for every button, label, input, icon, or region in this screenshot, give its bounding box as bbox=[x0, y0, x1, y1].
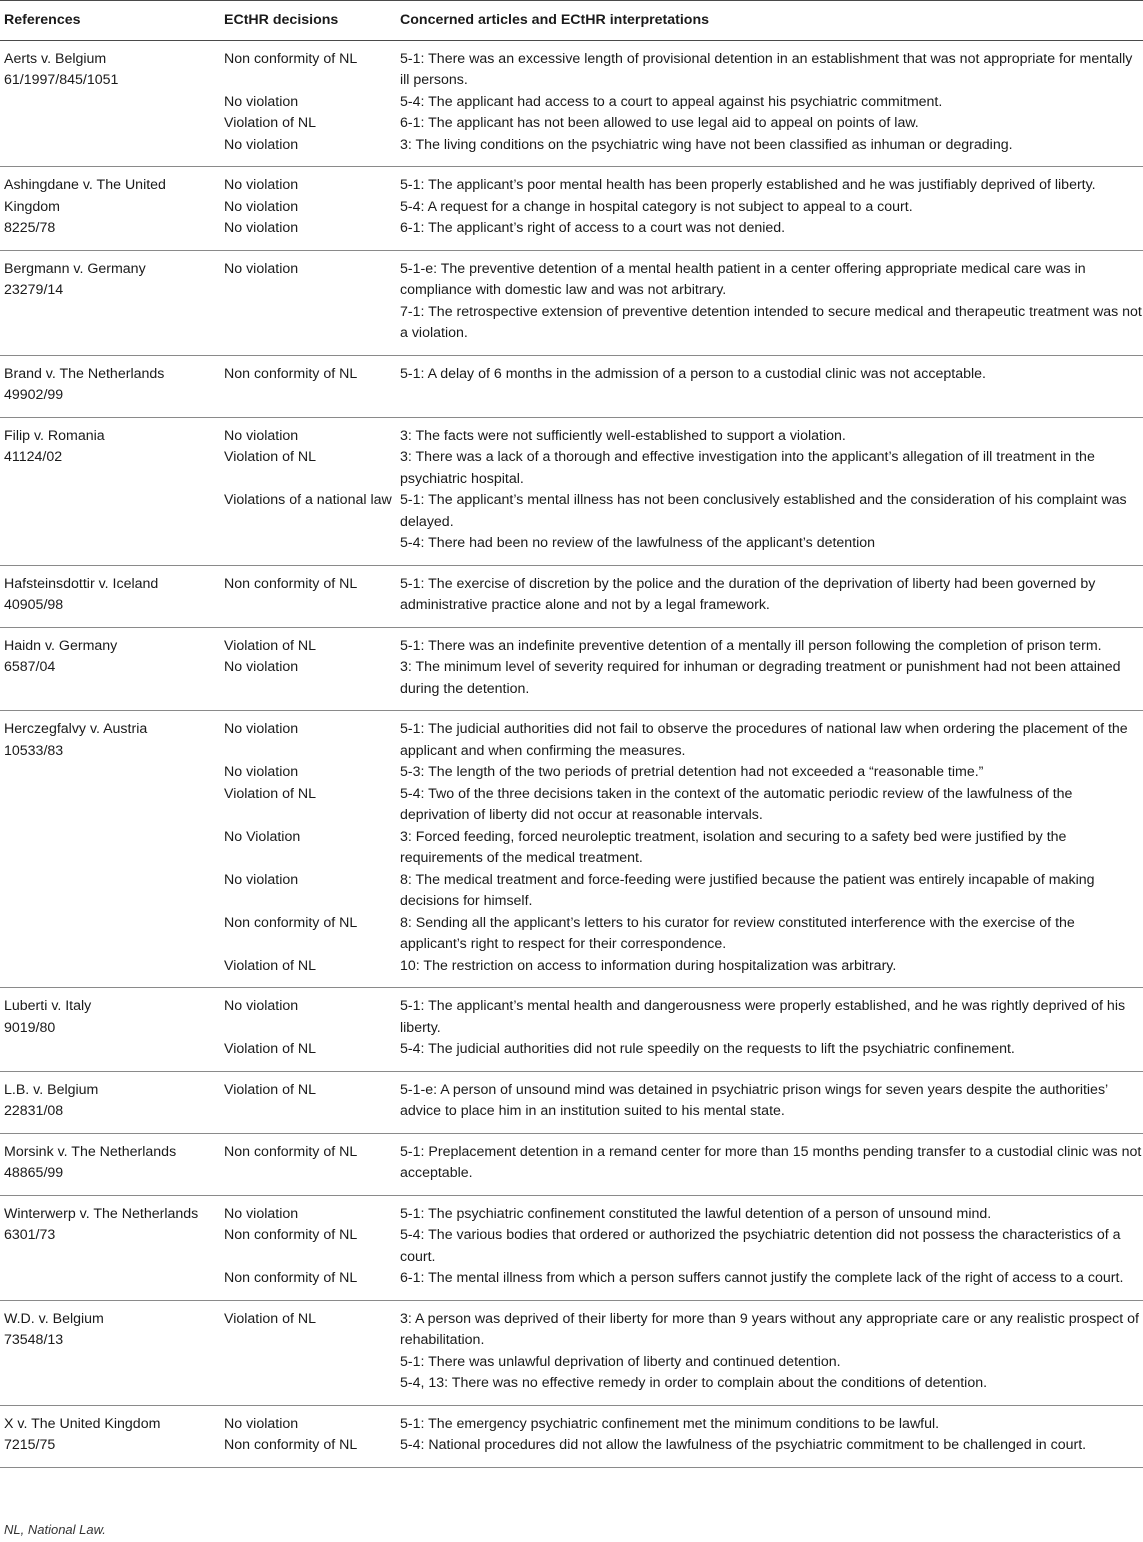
interpretation-text: 5-1: There was an indefinite preventive detention of a mentally ill person following the completion of prison term. bbox=[400, 637, 1102, 654]
decision-text: No Violation bbox=[224, 828, 301, 845]
decision-text bbox=[224, 302, 400, 345]
decision-text: Non conformity of NL bbox=[224, 1437, 358, 1453]
interpretation-text: 5-4: National procedures did not allow the lawfulness of the psychiatric commitment to be challenged in court. bbox=[400, 1437, 1087, 1453]
decision-text bbox=[224, 533, 400, 555]
decision-entry bbox=[224, 1225, 1143, 1268]
interpretation-text: 5-3: The length of the two periods of pretrial detention had not exceeded a “reasonable time.” bbox=[400, 764, 984, 780]
case-name: Herczegfalvy v. Austria bbox=[4, 721, 148, 737]
decision-text: Violation of NL bbox=[224, 1041, 317, 1057]
case-name: Bergmann v. Germany bbox=[4, 260, 146, 277]
decision-entry bbox=[224, 827, 1143, 870]
decision-text: No violation bbox=[224, 198, 299, 215]
reference-cell bbox=[0, 417, 224, 565]
interpretation-text: 7-1: The retrospective extension of preventive detention intended to secure medical and therapeutic treatment was not a violation. bbox=[400, 303, 1142, 341]
decision-entry bbox=[224, 135, 1143, 157]
decisions-cell bbox=[224, 1405, 1143, 1467]
interpretation-text: 5-1: There was unlawful deprivation of liberty and continued detention. bbox=[400, 1353, 841, 1370]
interpretation-text: 3: The facts were not sufficiently well-established to support a violation. bbox=[400, 427, 846, 444]
reference-cell bbox=[0, 1195, 224, 1300]
decision-text: Non conformity of NL bbox=[224, 1270, 358, 1286]
table-row bbox=[0, 250, 1143, 355]
decisions-cell bbox=[224, 1071, 1143, 1133]
interpretation-text: 6-1: The applicant has not been allowed to use legal aid to appeal on points of law. bbox=[400, 115, 919, 131]
application-number: 22831/08 bbox=[4, 1103, 64, 1119]
case-name: Brand v. The Netherlands bbox=[4, 365, 165, 382]
reference-cell bbox=[0, 988, 224, 1072]
application-number: 7215/75 bbox=[4, 1437, 56, 1453]
interpretation-text: 5-4: The applicant had access to a court to appeal against his psychiatric commitment. bbox=[400, 93, 943, 110]
decision-text: No violation bbox=[224, 220, 299, 236]
case-name: Winterwerp v. The Netherlands bbox=[4, 1205, 199, 1222]
interpretation-text: 5-1: The judicial authorities did not fail to observe the procedures of national law when ordering the placement of the applicant and when confirming the measures. bbox=[400, 721, 1128, 759]
decision-text: Non conformity of NL bbox=[224, 365, 358, 382]
decision-text: No violation bbox=[224, 721, 299, 737]
decision-entry bbox=[224, 762, 1143, 784]
decisions-cell bbox=[224, 627, 1143, 711]
reference-cell bbox=[0, 565, 224, 627]
reference-cell bbox=[0, 627, 224, 711]
table-row bbox=[0, 167, 1143, 251]
decision-entry bbox=[224, 1435, 1143, 1457]
decision-entry bbox=[224, 1268, 1143, 1290]
decision-text: Violation of NL bbox=[224, 637, 317, 654]
application-number: 23279/14 bbox=[4, 282, 64, 298]
reference-cell bbox=[0, 1300, 224, 1405]
decision-entry bbox=[224, 197, 1143, 219]
interpretation-text: 5-1-e: A person of unsound mind was detained in psychiatric prison wings for seven years despite the authorities’ advice to place him in an institution suited to his mental state. bbox=[400, 1081, 1108, 1119]
decisions-cell bbox=[224, 988, 1143, 1072]
decision-entry bbox=[224, 1039, 1143, 1061]
decision-entry bbox=[224, 913, 1143, 956]
reference-cell bbox=[0, 1071, 224, 1133]
decision-entry bbox=[224, 490, 1143, 533]
decision-entry bbox=[224, 1204, 1143, 1226]
decisions-cell bbox=[224, 167, 1143, 251]
decision-entry bbox=[224, 1352, 1143, 1374]
table-row bbox=[0, 627, 1143, 711]
decisions-cell bbox=[224, 1300, 1143, 1405]
header-references: References bbox=[0, 1, 224, 41]
case-name: X v. The United Kingdom bbox=[4, 1415, 161, 1432]
decisions-cell bbox=[224, 355, 1143, 417]
interpretation-text: 3: A person was deprived of their liberty for more than 9 years without any appropriate care or any realistic prospect of rehabilitation. bbox=[400, 1310, 1139, 1348]
interpretation-text: 5-1: The emergency psychiatric confinement met the minimum conditions to be lawful. bbox=[400, 1415, 940, 1432]
table-row bbox=[0, 355, 1143, 417]
decision-text: Violation of NL bbox=[224, 785, 317, 802]
table-row bbox=[0, 1195, 1143, 1300]
application-number: 6587/04 bbox=[4, 659, 56, 675]
application-number: 40905/98 bbox=[4, 597, 64, 613]
decision-entry bbox=[224, 426, 1143, 448]
decision-entry bbox=[224, 1309, 1143, 1352]
decision-text: Violation of NL bbox=[224, 115, 317, 131]
reference-cell bbox=[0, 40, 224, 167]
decisions-cell bbox=[224, 40, 1143, 167]
interpretation-text: 6-1: The applicant’s right of access to a court was not denied. bbox=[400, 220, 786, 236]
table-row bbox=[0, 565, 1143, 627]
case-name: Morsink v. The Netherlands bbox=[4, 1143, 177, 1160]
case-name: Ashingdane v. The United Kingdom bbox=[4, 177, 166, 215]
interpretation-text: 5-1: The applicant’s poor mental health has been properly established and he was justifiably deprived of liberty. bbox=[400, 177, 1096, 193]
decision-entry bbox=[224, 49, 1143, 92]
table-row bbox=[0, 711, 1143, 988]
application-number: 8225/78 bbox=[4, 220, 56, 236]
case-name: Aerts v. Belgium bbox=[4, 50, 107, 67]
interpretation-text: 10: The restriction on access to information during hospitalization was arbitrary. bbox=[400, 957, 897, 974]
interpretation-text: 5-4: The judicial authorities did not rule speedily on the requests to lift the psychiatric confinement. bbox=[400, 1041, 1015, 1057]
header-interpretations: Concerned articles and ECtHR interpretations bbox=[400, 1, 1143, 41]
decision-text: No violation bbox=[224, 764, 299, 780]
decision-text: No violation bbox=[224, 177, 299, 193]
case-name: W.D. v. Belgium bbox=[4, 1310, 104, 1327]
interpretation-text: 5-1: There was an excessive length of provisional detention in an establishment that was not appropriate for mentally ill persons. bbox=[400, 50, 1133, 88]
decision-entry bbox=[224, 1080, 1143, 1123]
decisions-cell bbox=[224, 711, 1143, 988]
decision-text: No violation bbox=[224, 1415, 299, 1432]
decisions-cell bbox=[224, 1195, 1143, 1300]
decision-text: Violation of NL bbox=[224, 1310, 317, 1327]
decision-text: No violation bbox=[224, 260, 299, 277]
reference-cell bbox=[0, 1405, 224, 1467]
decision-entry bbox=[224, 956, 1143, 978]
decision-entry bbox=[224, 259, 1143, 302]
decisions-cell bbox=[224, 417, 1143, 565]
decision-entry bbox=[224, 364, 1143, 386]
decision-entry bbox=[224, 1142, 1143, 1185]
decision-text: Violation of NL bbox=[224, 449, 317, 465]
interpretation-text: 5-4: Two of the three decisions taken in the context of the automatic periodic review of the lawfulness of the deprivation of liberty did not occur at reasonable intervals. bbox=[400, 785, 1073, 823]
table-row bbox=[0, 40, 1143, 167]
application-number: 41124/02 bbox=[4, 449, 63, 465]
interpretation-text: 6-1: The mental illness from which a person suffers cannot justify the complete lack of the right of access to a court. bbox=[400, 1270, 1124, 1286]
decision-entry bbox=[224, 784, 1143, 827]
interpretation-text: 3: The minimum level of severity required for inhuman or degrading treatment or punishment had not been attained during the detention. bbox=[400, 659, 1121, 697]
interpretation-text: 5-1-e: The preventive detention of a mental health patient in a center offering appropriate medical care was in compliance with domestic law and was not arbitrary. bbox=[400, 260, 1086, 298]
decisions-cell bbox=[224, 565, 1143, 627]
interpretation-text: 5-1: The applicant’s mental illness has not been conclusively established and the consideration of his complaint was delayed. bbox=[400, 492, 1127, 530]
decision-entry bbox=[224, 218, 1143, 240]
table-row bbox=[0, 1405, 1143, 1467]
interpretation-text: 8: Sending all the applicant’s letters to his curator for review constituted interference with the exercise of the applicant’s right to respect for their correspondence. bbox=[400, 914, 1075, 952]
decision-text: Non conformity of NL bbox=[224, 914, 358, 931]
case-name: Luberti v. Italy bbox=[4, 998, 92, 1014]
interpretation-text: 5-1: A delay of 6 months in the admission of a person to a custodial clinic was not acceptable. bbox=[400, 365, 986, 382]
decision-entry bbox=[224, 1373, 1143, 1395]
application-number: 9019/80 bbox=[4, 1019, 56, 1036]
application-number: 10533/83 bbox=[4, 742, 64, 759]
reference-cell bbox=[0, 250, 224, 355]
table-body bbox=[0, 40, 1143, 1467]
application-number: 61/1997/845/1051 bbox=[4, 72, 119, 88]
case-name: Haidn v. Germany bbox=[4, 637, 118, 654]
reference-cell bbox=[0, 711, 224, 988]
application-number: 6301/73 bbox=[4, 1227, 56, 1243]
decision-text: Violation of NL bbox=[224, 1081, 317, 1098]
decision-entry bbox=[224, 1414, 1143, 1436]
decision-text: No violation bbox=[224, 1205, 299, 1222]
decision-entry bbox=[224, 574, 1143, 617]
interpretation-text: 5-1: The exercise of discretion by the police and the duration of the deprivation of liberty had been governed by administrative practice alone and not by a legal framework. bbox=[400, 575, 1096, 613]
decision-entry bbox=[224, 870, 1143, 913]
application-number: 49902/99 bbox=[4, 387, 64, 403]
table-row bbox=[0, 1071, 1143, 1133]
decision-entry bbox=[224, 447, 1143, 490]
decision-text: Non conformity of NL bbox=[224, 50, 358, 67]
case-name: Filip v. Romania bbox=[4, 427, 105, 444]
decision-entry bbox=[224, 657, 1143, 700]
reference-cell bbox=[0, 355, 224, 417]
interpretation-text: 5-1: Preplacement detention in a remand center for more than 15 months pending transfer to a custodial clinic was not acceptable. bbox=[400, 1143, 1142, 1181]
decision-text: Non conformity of NL bbox=[224, 575, 358, 592]
interpretation-text: 5-4: There had been no review of the lawfulness of the applicant’s detention bbox=[400, 535, 876, 551]
table-header-row bbox=[0, 1, 1143, 41]
decision-entry bbox=[224, 996, 1143, 1039]
interpretation-text: 8: The medical treatment and force-feeding were justified because the patient was entirely incapable of making decisions for himself. bbox=[400, 871, 1095, 909]
interpretation-text: 3: Forced feeding, forced neuroleptic treatment, isolation and securing to a safety bed were justified by the requirements of the medical treatment. bbox=[400, 828, 1067, 866]
decisions-cell bbox=[224, 1133, 1143, 1195]
interpretation-text: 3: The living conditions on the psychiatric wing have not been classified as inhuman or degrading. bbox=[400, 136, 1013, 153]
decision-text: No violation bbox=[224, 136, 299, 153]
table-row bbox=[0, 1133, 1143, 1195]
interpretation-text: 5-4, 13: There was no effective remedy in order to complain about the conditions of detention. bbox=[400, 1375, 988, 1391]
interpretation-text: 5-1: The psychiatric confinement constituted the lawful detention of a person of unsound mind. bbox=[400, 1205, 992, 1222]
interpretation-text: 3: There was a lack of a thorough and effective investigation into the applicant’s allegation of ill treatment in the psychiatric hospital. bbox=[400, 449, 1095, 487]
table-row bbox=[0, 988, 1143, 1072]
decision-text: No violation bbox=[224, 93, 299, 110]
decision-text: Violation of NL bbox=[224, 957, 317, 974]
decision-entry bbox=[224, 302, 1143, 345]
decision-text bbox=[224, 1373, 400, 1395]
table-row bbox=[0, 1300, 1143, 1405]
interpretation-text: 5-4: The various bodies that ordered or authorized the psychiatric detention did not possess the characteristics of a court. bbox=[400, 1227, 1121, 1265]
decision-entry bbox=[224, 533, 1143, 555]
table-row bbox=[0, 417, 1143, 565]
table-footnote: NL, National Law. bbox=[4, 1522, 106, 1537]
decision-text: No violation bbox=[224, 427, 299, 444]
decision-entry bbox=[224, 719, 1143, 762]
interpretation-text: 5-1: The applicant’s mental health and dangerousness were properly established, and he was rightly deprived of his liberty. bbox=[400, 998, 1126, 1036]
decisions-cell bbox=[224, 250, 1143, 355]
decision-entry bbox=[224, 92, 1143, 114]
reference-cell bbox=[0, 167, 224, 251]
reference-cell bbox=[0, 1133, 224, 1195]
decision-text bbox=[224, 1352, 400, 1374]
decision-text: Non conformity of NL bbox=[224, 1227, 358, 1243]
decision-text: No violation bbox=[224, 659, 299, 675]
decision-entry bbox=[224, 175, 1143, 197]
decision-text: Non conformity of NL bbox=[224, 1143, 358, 1160]
application-number: 48865/99 bbox=[4, 1165, 64, 1181]
decision-text: No violation bbox=[224, 998, 299, 1014]
case-name: Hafsteinsdottir v. Iceland bbox=[4, 575, 159, 592]
application-number: 73548/13 bbox=[4, 1332, 64, 1348]
decision-entry bbox=[224, 113, 1143, 135]
decision-entry bbox=[224, 636, 1143, 658]
decision-text: No violation bbox=[224, 871, 299, 888]
header-decisions: ECtHR decisions bbox=[224, 1, 400, 41]
case-name: L.B. v. Belgium bbox=[4, 1081, 99, 1098]
interpretation-text: 5-4: A request for a change in hospital category is not subject to appeal to a court. bbox=[400, 198, 913, 215]
decision-text: Violations of a national law bbox=[224, 492, 392, 508]
